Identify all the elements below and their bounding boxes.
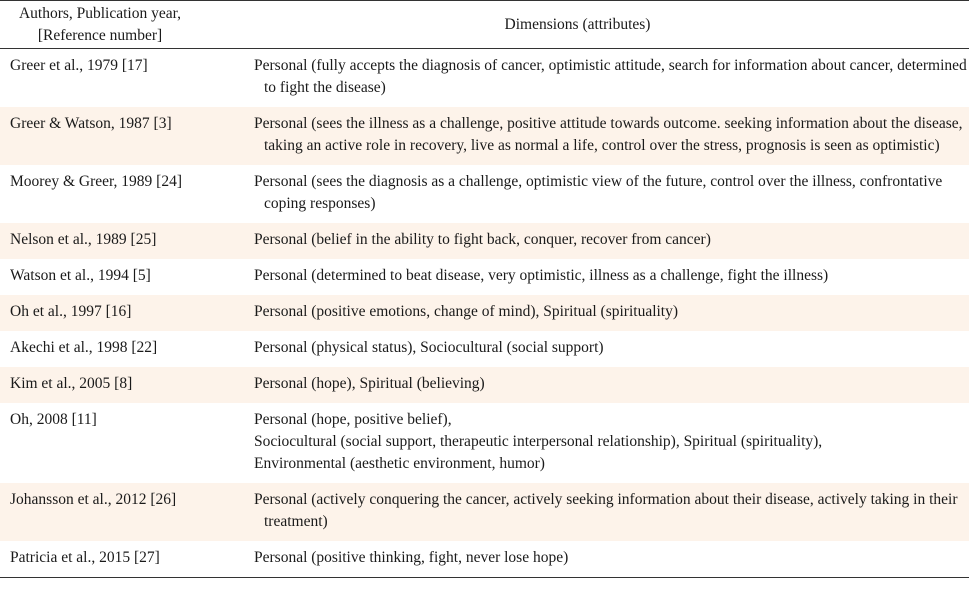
dimensions-cell (246, 165, 969, 223)
author-cell: Nelson et al., 1989 [25] (10, 231, 157, 248)
author-cell: Oh et al., 1997 [16] (10, 303, 132, 320)
dimensions-cell (246, 367, 969, 403)
dimensions-text: Personal (hope), Spiritual (believing) (254, 375, 485, 392)
table-row (0, 259, 969, 295)
table-row (0, 403, 969, 483)
dimensions-text: Personal (actively conquering the cancer, actively seeking information about their disease, actively taking in their treatment) (254, 491, 958, 530)
dimensions-cell (246, 295, 969, 331)
author-cell: Moorey & Greer, 1989 [24] (10, 173, 182, 190)
dimensions-column-header: Dimensions (attributes) (504, 15, 651, 33)
dimensions-cell (246, 541, 969, 578)
dimensions-cell (246, 259, 969, 295)
dimensions-cell (246, 107, 969, 165)
table-row (0, 165, 969, 223)
dimensions-text: Personal (fully accepts the diagnosis of cancer, optimistic attitude, search for information about cancer, determined to fight the disease) (254, 57, 967, 96)
table-header (0, 1, 969, 49)
dimensions-text: Personal (belief in the ability to fight back, conquer, recover from cancer) (254, 231, 711, 248)
authors-header-line2: [Reference number] (37, 26, 163, 44)
dimensions-cell (246, 403, 969, 483)
author-cell: Oh, 2008 [11] (10, 411, 97, 428)
table-body (0, 49, 969, 578)
table-row (0, 367, 969, 403)
dimensions-text: Personal (positive emotions, change of mind), Spiritual (spirituality) (254, 303, 679, 320)
author-cell: Johansson et al., 2012 [26] (10, 491, 177, 508)
dimensions-cell (246, 49, 969, 108)
table-row (0, 541, 969, 578)
dimensions-text: Personal (positive thinking, fight, never lose hope) (254, 549, 569, 566)
author-cell: Greer et al., 1979 [17] (10, 57, 148, 74)
table-row (0, 295, 969, 331)
author-cell: Akechi et al., 1998 [22] (10, 339, 158, 356)
dimensions-cell (246, 483, 969, 541)
authors-column-header (0, 1, 246, 49)
dimensions-text: Personal (determined to beat disease, very optimistic, illness as a challenge, fight the illness) (254, 267, 829, 284)
dimensions-cell (246, 331, 969, 367)
table-row (0, 107, 969, 165)
dimensions-text: Personal (physical status), Sociocultural (social support) (254, 339, 604, 356)
dimensions-text: Personal (sees the diagnosis as a challenge, optimistic view of the future, control over the illness, confrontative coping responses) (254, 173, 943, 212)
dimensions-text: Personal (sees the illness as a challenge, positive attitude towards outcome. seeking information about the disease, taking an active role in recovery, live as normal a life, control over the stress, prognosis is seen as optimistic) (254, 115, 963, 154)
header-row (0, 1, 969, 49)
dimensions-text: Environmental (aesthetic environment, humor) (254, 455, 545, 472)
author-cell: Greer & Watson, 1987 [3] (10, 115, 172, 132)
author-cell: Watson et al., 1994 [5] (10, 267, 151, 284)
table-row (0, 223, 969, 259)
table-row (0, 483, 969, 541)
table-row (0, 49, 969, 108)
author-cell: Kim et al., 2005 [8] (10, 375, 133, 392)
authors-header-line1: Authors, Publication year, (18, 4, 182, 22)
dimensions-text: Sociocultural (social support, therapeutic interpersonal relationship), Spiritual (spirituality), (254, 433, 823, 450)
dimensions-text: Personal (hope, positive belief), (254, 411, 452, 428)
author-cell: Patricia et al., 2015 [27] (10, 549, 160, 566)
table-row (0, 331, 969, 367)
dimensions-cell (246, 223, 969, 259)
